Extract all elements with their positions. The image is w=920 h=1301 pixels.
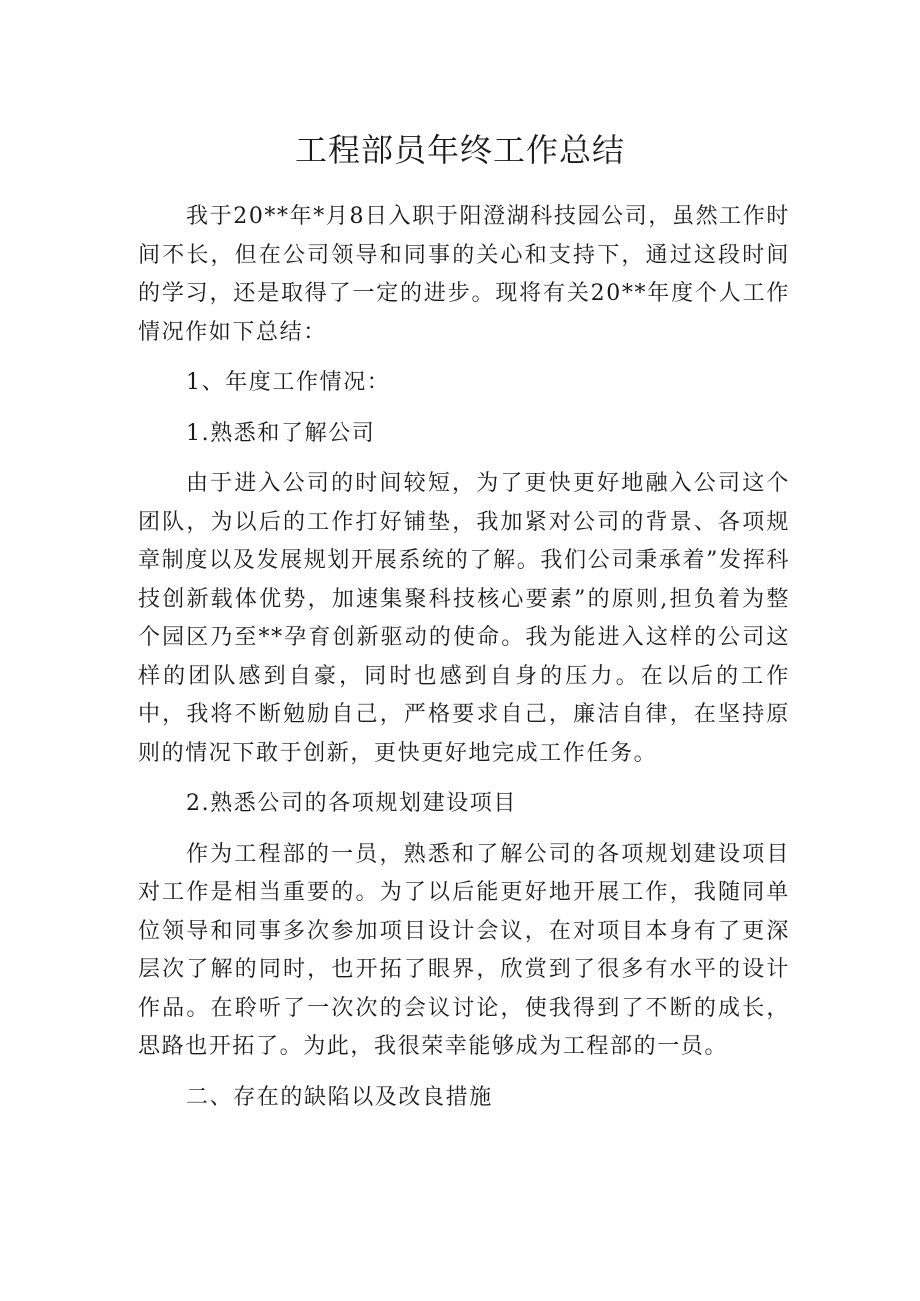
intro-paragraph: 我于20**年*月8日入职于阳澄湖科技园公司，虽然工作时间不长，但在公司领导和同事的关心和支持下，通过这段时间的学习，还是取得了一定的进步。现将有关20**年度个人工作情况作如下总结： bbox=[138, 204, 790, 345]
subheading-planning-projects: 2.熟悉公司的各项规划建设项目 bbox=[186, 791, 517, 816]
paragraph-know-company: 由于进入公司的时间较短，为了更快更好地融入公司这个团队，为以后的工作打好铺垫，我加紧对公司的背景、各项规章制度以及发展规划开展系统的了解。我们公司秉承着”发挥科技创新载体优势，加速集聚科技核心要素”的原则,担负着为整个园区乃至**孕育创新驱动的使命。我为能进入这样的公司这样的团队感到自豪，同时也感到自身的压力。在以后的工作中，我将不断勉励自己，严格要求自己，廉洁自律，在坚持原则的情况下敢于创新，更快更好地完成工作任务。 bbox=[138, 471, 790, 766]
section-heading-shortcomings: 二、存在的缺陷以及改良措施 bbox=[186, 1084, 493, 1110]
subheading-know-company: 1.熟悉和了解公司 bbox=[186, 420, 376, 446]
section-heading-annual-work: 1、年度工作情况： bbox=[186, 370, 391, 395]
document-title: 工程部员年终工作总结 bbox=[294, 131, 625, 169]
document-body bbox=[138, 198, 790, 1117]
paragraph-planning-projects: 作为工程部的一员，熟悉和了解公司的各项规划建设项目对工作是相当重要的。为了以后能更好地开展工作，我随同单位领导和同事多次参加项目设计会议，在对项目本身有了更深层次了解的同时，也开拓了眼界，欣赏到了很多有水平的设计作品。在聆听了一次次的会议讨论，使我得到了不断的成长，思路也开拓了。为此，我很荣幸能够成为工程部的一员。 bbox=[138, 841, 790, 1059]
